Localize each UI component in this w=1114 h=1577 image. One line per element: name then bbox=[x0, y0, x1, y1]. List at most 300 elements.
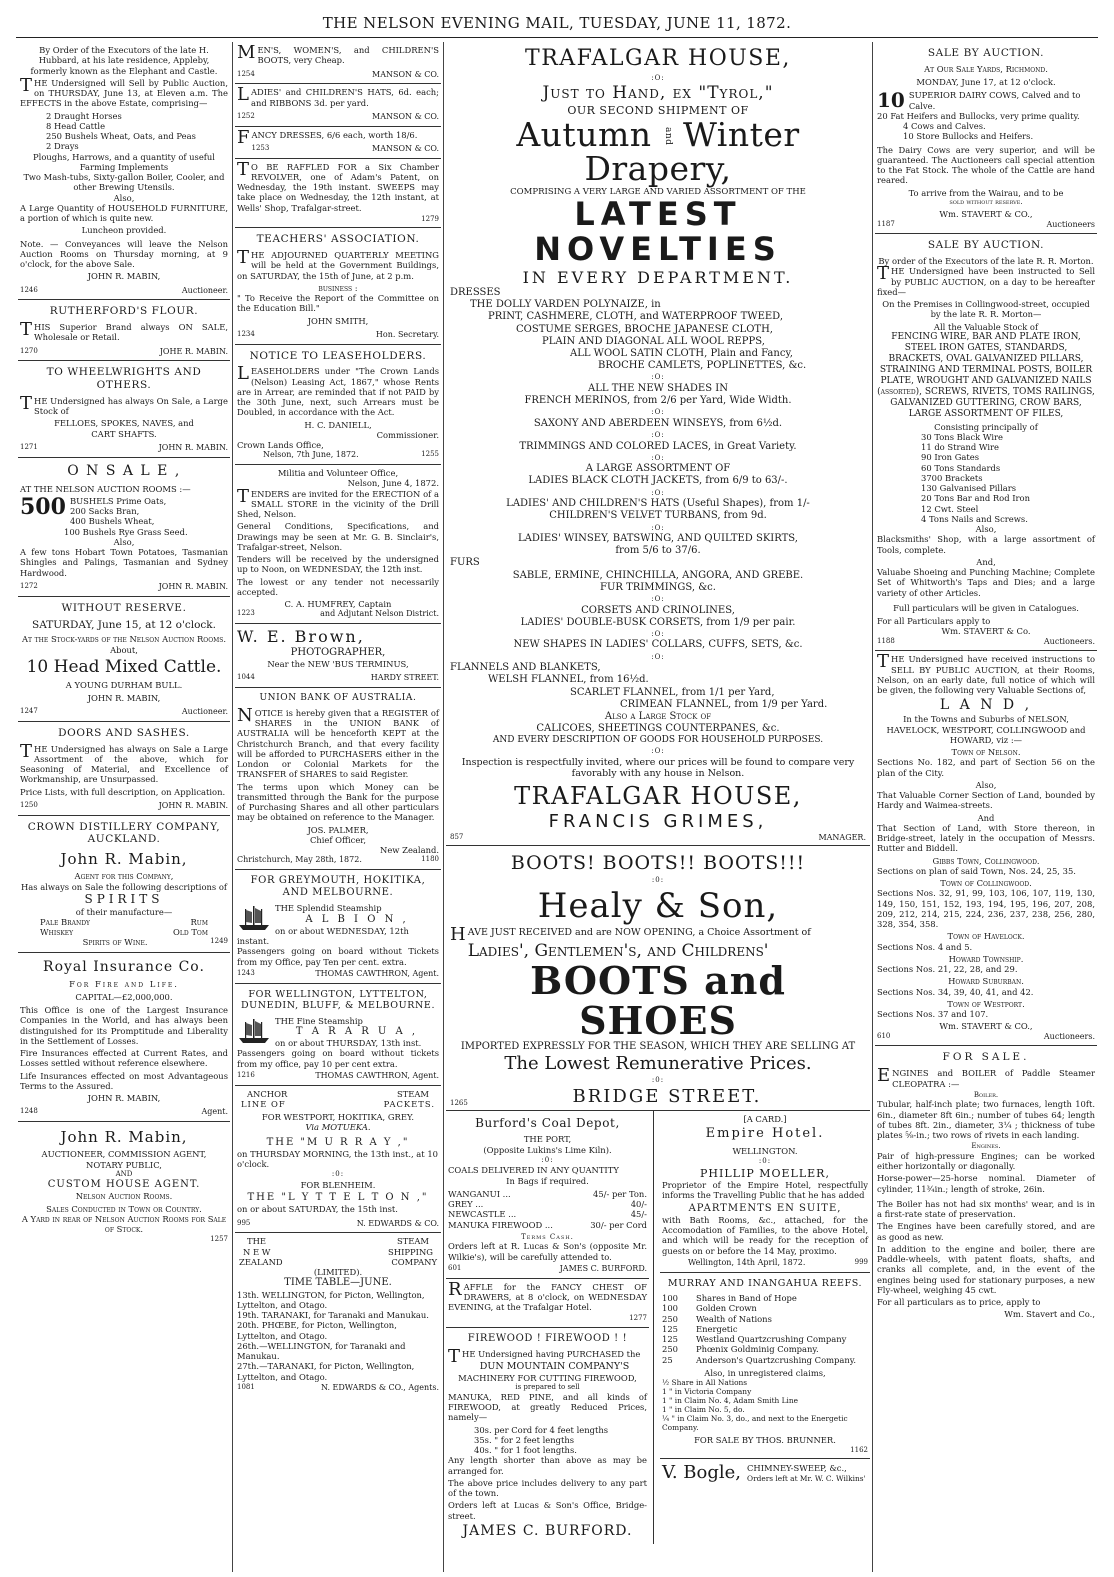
anchor-line-ad: ANCHOR STEAM LINE OF PACKETS. FOR WESTPORT, HOKITIKA, GREY. Via MOTUEKA. THE "M U R R A Y ," on THURSDAY MORNING, the 13th inst., at 10 o'clock. :0: FOR BLENHEIM. THE "L Y T T E L T O N ," on or about SATURDAY, the 15th inst. 995 N. EDWARDS & CO. bbox=[235, 1086, 441, 1234]
ad-date: MONDAY, June 17, at 12 o'clock. bbox=[916, 77, 1056, 88]
ad-boots-shoes: BOOTS and SHOES bbox=[530, 958, 786, 1044]
ad-sections: Sections Nos. 21, 22, 28, and 29. bbox=[877, 964, 1018, 975]
ad-heading: RUTHERFORD'S FLOUR. bbox=[49, 305, 199, 318]
ad-role: Agent. bbox=[201, 1107, 228, 1117]
ad-paragraph: Orders left at Lucas & Son's Office, Bridge-street. bbox=[448, 1500, 647, 1521]
ad-line: LADIES BLACK CLOTH JACKETS, from 6/9 to 63/-. bbox=[528, 475, 788, 487]
without-reserve-ad bbox=[18, 597, 230, 722]
ad-body: THE Undersigned have been instructed to Sell by PUBLIC AUCTION, on a day to be hereafter fixed— bbox=[877, 263, 1095, 297]
wheelwrights-ad bbox=[18, 361, 230, 457]
section-furs: FURS bbox=[450, 557, 480, 569]
ad-role: Auctioneer. bbox=[181, 707, 228, 717]
ad-paragraph: MANUKA, RED PINE, and all kinds of FIREWOOD, at greatly Reduced Prices, namely— bbox=[448, 1391, 647, 1423]
ad-number: 1216 bbox=[237, 1070, 255, 1079]
share-company: Golden Crown bbox=[696, 1303, 757, 1314]
ad-paragraph: The lowest or any tender not necessarily accepted. bbox=[237, 576, 439, 597]
ad-near: Near the NEW 'BUS TERMINUS, bbox=[267, 658, 409, 669]
doors-sashes-ad bbox=[18, 722, 230, 816]
ad-body: LADIES' and CHILDREN'S HATS, 6d. each; and RIBBONS 3d. per yard. bbox=[237, 84, 439, 108]
ship-name: THE "M U R R A Y ," bbox=[266, 1136, 410, 1148]
ad-item: 130 Galvanised Pillars bbox=[921, 483, 1017, 494]
section-flannels: FLANNELS AND BLANKETS, bbox=[450, 662, 601, 674]
ad-date: Nelson, June 4, 1872. bbox=[347, 478, 439, 489]
ad-item: 4 Cows and Calves. bbox=[903, 121, 986, 132]
ad-comprising: COMPRISING A VERY LARGE AND VARIED ASSORTMENT OF THE bbox=[510, 186, 806, 197]
ship-name: A L B I O N , bbox=[305, 913, 409, 925]
ad-number: 1081 bbox=[237, 1382, 255, 1391]
ad-line: (Opposite Lukins's Lime Kiln). bbox=[483, 1144, 612, 1155]
healy-son-ad: BOOTS! BOOTS!! BOOTS!!! :0: Healy & Son, HAVE JUST RECEIVED and are NOW OPENING, a Choice Assortment of Ladies', Gentlemen's, and Childrens' BOOTS and SHOES IMPORTED EXPRESSLY FOR THE SEASON, WHICH THEY ARE SELLING AT The Lowest Remunerative Prices. :0: 1265 BRIDGE STREET. bbox=[446, 846, 870, 1111]
ad-line: DUN MOUNTAIN COMPANY'S bbox=[479, 1361, 630, 1373]
ad-role: Auctioneers bbox=[1046, 219, 1095, 229]
ad-item: 10 Store Bullocks and Heifers. bbox=[903, 131, 1034, 142]
ad-when: on THURSDAY MORNING, the 13th inst., at 10 o'clock. bbox=[237, 1148, 438, 1170]
share-row bbox=[662, 1293, 868, 1303]
ad-paragraph: The Engines have been carefully stored, and are as good as new. bbox=[877, 1221, 1095, 1242]
manson-hats-ad bbox=[235, 84, 441, 126]
ad-city: WELLINGTON. bbox=[732, 1145, 798, 1156]
empire-hotel-ad: [A CARD.] Empire Hotel. WELLINGTON. :0: PHILLIP MOELLER, Proprietor of the Empire Hotel, respectfully informs the Travelling Public that he has added APARTMENTS EN SUITE, with Bath Rooms, &c., attached, for the Accomodation of Families, to the above Hotel, and which will be ready for the reception of guests on or before the 14 May, proximo. Wellington, 14th April, 1872. 999 bbox=[660, 1111, 870, 1273]
ad-heading: SALE BY AUCTION. bbox=[927, 47, 1045, 59]
ad-number: 995 bbox=[237, 1218, 251, 1227]
ad-number: 1257 bbox=[210, 1234, 228, 1243]
ad-heading: UNION BANK OF AUSTRALIA. bbox=[259, 692, 417, 703]
ad-signature: JOHN R. MABIN, bbox=[87, 1093, 161, 1104]
ad-section: Boiler. bbox=[973, 1090, 999, 1099]
price-row bbox=[448, 1209, 647, 1219]
ad-paragraph: Pair of high-pressure Engines; can be worked either horizontally or diagonally. bbox=[877, 1150, 1095, 1172]
price-row bbox=[448, 1199, 647, 1209]
coal-price: 45/- bbox=[630, 1209, 647, 1220]
ad-name: V. Bogle, bbox=[662, 1462, 742, 1484]
spirit-name: Rum bbox=[190, 916, 208, 927]
flour-ad bbox=[18, 300, 230, 361]
column-rule bbox=[232, 42, 233, 1572]
claim-row: 1 " in Victoria Company bbox=[662, 1387, 752, 1397]
ad-country: New Zealand. bbox=[380, 845, 439, 856]
ad-line: CHIMNEY-SWEEP, &c., bbox=[747, 1463, 847, 1474]
drawers-raffle-ad bbox=[446, 1279, 649, 1328]
ad-inspection: Inspection is respectfully invited, where our prices will be found to compare very favorably with any house in Nelson. bbox=[461, 756, 855, 780]
ad-role: Auctioneers. bbox=[1043, 1031, 1095, 1041]
ad-signature: JOHE R. MABIN. bbox=[159, 346, 228, 356]
divider: :O: bbox=[651, 629, 665, 638]
ad-also: Also, bbox=[975, 779, 997, 790]
ad-line: FRENCH MERINOS, from 2/6 per Yard, Wide Width. bbox=[524, 395, 792, 407]
ad-item: 12 Cwt. Steel bbox=[921, 503, 979, 514]
ad-paragraph: For all particulars as to price, apply to bbox=[877, 1297, 1041, 1308]
ad-line: THE DOLLY VARDEN POLYNAIZE, in bbox=[470, 299, 661, 311]
ad-location: At the Stock-yards of the Nelson Auction Rooms. bbox=[21, 634, 227, 645]
ad-also: Also, bbox=[975, 524, 997, 535]
ad-line: COALS DELIVERED IN ANY QUANTITY bbox=[448, 1165, 619, 1176]
engines-for-sale-ad bbox=[875, 1046, 1097, 1323]
spirit-name: Whiskey bbox=[40, 927, 74, 938]
timetable-row: 27th.—TARANAKI, for Picton, Wellington, Lyttelton, and Otago. bbox=[237, 1361, 415, 1382]
ad-sections: Sections No. 182, and part of Section 56 on the plan of the City. bbox=[877, 757, 1095, 778]
ad-number: 1255 bbox=[421, 450, 439, 459]
ad-number: 1188 bbox=[877, 636, 895, 645]
ad-item: 400 Bushels Wheat, bbox=[69, 516, 155, 527]
ad-number: 1271 bbox=[20, 442, 38, 451]
share-count: 100 bbox=[662, 1303, 678, 1314]
ad-limited: (LIMITED). bbox=[313, 1267, 363, 1278]
town-heading: Gibbs Town, Collingwood. bbox=[932, 855, 1040, 866]
ad-name: W. E. Brown, bbox=[237, 627, 365, 647]
price-row bbox=[448, 1220, 647, 1230]
ad-towns: In the Towns and Suburbs of NELSON, HAVELOCK, WESTPORT, COLLINGWOOD and HOWARD, viz :— bbox=[886, 714, 1086, 745]
ad-line: Sales Conducted in Town or Country. bbox=[46, 1203, 202, 1214]
ad-signature: THOMAS CAWTHRON, Agent. bbox=[315, 968, 439, 978]
ad-body: THE Undersigned has always on Sale a Large Assortment of the above, which for Seasoning of Material, and Excellence of Workmanship, are Unsurpassed. bbox=[20, 740, 228, 785]
ad-number: 1243 bbox=[237, 968, 255, 977]
ad-paragraph: The terms upon which Money can be transmitted through the Bank for the purpose of Purchasing Shares and all other particulars may be obtained on reference to the Manager. bbox=[237, 781, 439, 823]
ad-business: business : bbox=[318, 282, 358, 293]
ad-signature: C. A. HUMFREY, Captain bbox=[284, 599, 392, 610]
ad-line: PRINT, CASHMERE, CLOTH, and WATERPROOF TWEED, bbox=[488, 311, 784, 323]
ad-sections: Sections Nos. 32, 91, 99, 103, 106, 107, 119, 130, 149, 150, 151, 152, 193, 194, 195, 196, 207, 208, 209, 212, 214, 215, 224, 236, 237, 238, 256, 280, 328, 354, 358. bbox=[877, 888, 1095, 930]
richmond-auction-ad bbox=[875, 42, 1097, 234]
town-heading: Howard Township. bbox=[948, 953, 1024, 964]
share-row bbox=[662, 1303, 868, 1313]
ad-item: 2 Drays bbox=[46, 141, 79, 152]
ad-heading: FOR WELLINGTON, LYTTELTON, DUNEDIN, BLUFF, & MELBOURNE. bbox=[240, 988, 436, 1012]
ad-footer-title: TRAFALGAR HOUSE, bbox=[514, 781, 802, 810]
ad-line: ANCHOR bbox=[247, 1088, 288, 1099]
ad-land: L A N D , bbox=[939, 697, 1033, 714]
ad-item: CART SHAFTS. bbox=[91, 428, 157, 439]
ad-signature: JAMES C. BURFORD. bbox=[462, 1522, 633, 1539]
ad-line: LADIES' AND CHILDREN'S HATS (Useful Shapes), from 1/- bbox=[506, 498, 810, 510]
ad-role: Auctioneers. bbox=[1043, 636, 1095, 646]
price-row: 40s. " for 1 foot lengths. bbox=[474, 1445, 577, 1456]
ad-paragraph: Any length shorter than above as may be arranged for. bbox=[448, 1455, 647, 1476]
ad-paragraph: Tubular, half-inch plate; two furnaces, length 10ft. 6in., diameter 8ft 6in.; number of tubes 64; length of tubes 8ft. 2in., diameter, 3¼ ; thickness of tube plates ⅝-in.; two rows of rivets in each landing. bbox=[877, 1099, 1095, 1141]
column-4 bbox=[875, 42, 1097, 1572]
ad-number: 601 bbox=[448, 1263, 462, 1272]
ad-date: Christchurch, May 28th, 1872. bbox=[237, 855, 362, 865]
ad-heading: NOTICE TO LEASEHOLDERS. bbox=[249, 349, 427, 362]
ad-potatoes: A few tons Hobart Town Potatoes, Tasmanian Shingles and Palings, Tasmanian and Sydney Hardwood. bbox=[20, 547, 228, 578]
ad-signature: JOS. PALMER, bbox=[307, 824, 369, 835]
ad-also: Also, in unregistered claims, bbox=[704, 1367, 826, 1378]
ad-line: FUR TRIMMINGS, &c. bbox=[600, 581, 716, 593]
ad-prices: Price Lists, with full description, on Application. bbox=[20, 786, 226, 797]
ad-line: ALL WOOL SATIN CLOTH, Plain and Fancy, bbox=[570, 347, 793, 359]
share-company: Westland Quartzcrushing Company bbox=[696, 1334, 847, 1345]
share-company: Shares in Band of Hope bbox=[696, 1293, 797, 1304]
coal-name: NEWCASTLE ... bbox=[448, 1209, 517, 1220]
ad-all: All the Valuable Stock of bbox=[933, 321, 1039, 332]
town-heading: Town of Havelock. bbox=[947, 931, 1025, 942]
ad-sections: Sections Nos. 34, 39, 40, 41, and 42. bbox=[877, 986, 1034, 997]
ad-heading: DOORS AND SASHES. bbox=[58, 726, 190, 739]
column-rule bbox=[443, 42, 444, 1572]
ad-paragraph: Fire Insurances effected at Current Rates, and Losses settled without reference elsewhere. bbox=[20, 1048, 228, 1069]
ad-also: Also, bbox=[113, 192, 135, 203]
ad-role: and Adjutant Nelson District. bbox=[320, 609, 439, 619]
ad-orders: Orders left at R. Lucas & Son's (opposite Mr. Wilkie's), will be carefully attended to. bbox=[448, 1241, 647, 1262]
share-count: 125 bbox=[662, 1323, 678, 1334]
ad-item: SUPERIOR DAIRY COWS, Calved and to Calve. bbox=[908, 90, 1081, 111]
ad-heading: MURRAY AND INANGAHUA REEFS. bbox=[667, 1277, 863, 1289]
divider: :O: bbox=[651, 430, 665, 439]
ship-name: T A R A R U A , bbox=[295, 1026, 419, 1038]
on-sale-ad bbox=[18, 458, 230, 597]
ad-item: 90 Iron Gates bbox=[921, 452, 980, 463]
ad-item: 100 Bushels Rye Grass Seed. bbox=[64, 526, 188, 537]
morton-auction-ad bbox=[875, 234, 1097, 651]
ad-lowest: The Lowest Remunerative Prices. bbox=[504, 1053, 812, 1075]
ad-number: 1249 bbox=[210, 937, 228, 946]
ad-forall: For all Particulars apply to bbox=[877, 616, 991, 627]
ad-date: SATURDAY, June 15, at 12 o'clock. bbox=[32, 618, 216, 631]
manson-dresses-ad bbox=[235, 127, 441, 159]
quantity-500: 500 bbox=[20, 495, 66, 520]
ad-line: PACKETS. bbox=[383, 1098, 435, 1109]
ad-number: 1277 bbox=[629, 1314, 647, 1323]
ad-every-department: IN EVERY DEPARTMENT. bbox=[522, 267, 794, 287]
murray-reefs-ad bbox=[660, 1273, 870, 1460]
spirit-name: Pale Brandy bbox=[40, 916, 91, 927]
ad-line: A Yard in rear of Nelson Auction Rooms for Sale of Stock. bbox=[21, 1214, 227, 1235]
share-row bbox=[662, 1314, 868, 1324]
leaseholders-notice-ad bbox=[235, 345, 441, 466]
ad-about: About, bbox=[110, 644, 138, 655]
ad-note: The Dairy Cows are very superior, and will be guaranteed. The Auctioneers call special attention to the Fat Stock. The whole of the Cattle are hand reared. bbox=[877, 144, 1095, 186]
ship-name: THE "L Y T T E L T O N ," bbox=[247, 1192, 429, 1204]
share-count: 250 bbox=[662, 1313, 678, 1324]
ad-apartments: APARTMENTS EN SUITE, bbox=[688, 1202, 842, 1214]
ad-subheading: For Fire and Life. bbox=[69, 978, 179, 989]
ad-line: STEAM bbox=[396, 1236, 429, 1247]
column-rule bbox=[872, 42, 873, 1572]
ad-body: RAFFLE for the FANCY CHEST OF DRAWERS, at 8 o'clock, on WEDNESDAY EVENING, at the Trafalgar Hotel. bbox=[448, 1278, 647, 1313]
ad-sections: Sections Nos. 4 and 5. bbox=[877, 941, 973, 952]
ad-line: ALL THE NEW SHADES IN bbox=[588, 382, 728, 394]
ad-name: John R. Mabin, bbox=[60, 1128, 188, 1147]
ad-agent: Agent for this Company, bbox=[74, 871, 174, 882]
ad-line: A LARGE ASSORTMENT OF bbox=[585, 463, 731, 475]
ad-furniture: A Large Quantity of HOUSEHOLD FURNITURE, a portion of which is quite new. bbox=[20, 202, 228, 223]
ad-item: 60 Tons Standards bbox=[921, 462, 1001, 473]
ad-via: Via MOTUEKA. bbox=[305, 1122, 371, 1133]
price-row: 35s. " for 2 feet lengths bbox=[474, 1434, 575, 1445]
ad-card: [A CARD.] bbox=[743, 1113, 787, 1124]
ad-line: SAXONY AND ABERDEEN WINSEYS, from 6½d. bbox=[533, 417, 783, 429]
ad-number: 1254 bbox=[237, 69, 255, 78]
coal-price: 40/- bbox=[630, 1199, 647, 1210]
ad-heading: FIREWOOD ! FIREWOOD ! ! bbox=[467, 1332, 628, 1344]
ad-body: HAVE JUST RECEIVED and are NOW OPENING, a Choice Assortment of bbox=[450, 924, 811, 946]
ad-section: Engines. bbox=[971, 1142, 1001, 1151]
ad-heading: BOOTS! BOOTS!! BOOTS!!! bbox=[510, 851, 806, 874]
share-row bbox=[662, 1334, 868, 1344]
timetable-row: 19th. TARANAKI, for Taranaki and Manukau. bbox=[237, 1310, 429, 1321]
share-company: Phœnix Goldminig Company. bbox=[696, 1344, 819, 1355]
ad-subheading: AT THE NELSON AUCTION ROOMS :— bbox=[20, 483, 191, 494]
ad-line: Orders left at Mr. W. C. Wilkins' bbox=[747, 1473, 866, 1483]
ad-item: 20 Fat Heifers and Bullocks, very prime quality. bbox=[877, 110, 1080, 121]
ad-intro: By order of the Executors of the late R. R. Morton. bbox=[878, 256, 1094, 267]
ad-line: THE PORT, bbox=[523, 1134, 572, 1145]
ad-spirits: SPIRITS bbox=[84, 891, 164, 906]
ad-heading: TO WHEELWRIGHTS AND OTHERS. bbox=[46, 366, 202, 392]
ad-line: PLAIN AND DIAGONAL ALL WOOL REPPS, bbox=[542, 335, 765, 347]
ad-heading: SALE BY AUCTION. bbox=[927, 239, 1045, 252]
ad-line: WELSH FLANNEL, from 16½d. bbox=[488, 674, 649, 686]
ad-line: Also a Large Stock of bbox=[604, 710, 712, 722]
ad-arrive: To arrive from the Wairau, and to be bbox=[908, 187, 1064, 198]
ad-body: TO BE RAFFLED FOR a Six Chamber REVOLVER, one of Adam's Patent, on Wednesday, the 19th instant. SWEEPS may take place on Wednesday, the 12th instant, at Wells' Shop, Trafalgar-street. bbox=[237, 158, 439, 213]
ad-signature: Wm. STAVERT & Co. bbox=[941, 626, 1031, 637]
ad-when: on or about WEDNESDAY, 12th instant. bbox=[237, 925, 409, 947]
ad-number: 1265 bbox=[450, 1099, 468, 1108]
ad-heading: Empire Hotel. bbox=[705, 1126, 825, 1142]
ad-paragraph: Tenders will be received by the undersigned up to Noon, on WEDNESDAY, the 12th inst. bbox=[237, 554, 439, 575]
ad-sections: That Valuable Corner Section of Land, bounded by Hardy and Waimea-streets. bbox=[877, 790, 1095, 811]
ad-paragraph: Passengers going on board without tickets from my office, pay 10 per cent extra. bbox=[237, 1048, 439, 1069]
ad-line: SHIPPING bbox=[388, 1246, 433, 1257]
ad-proprietor: FRANCIS GRIMES, bbox=[548, 811, 768, 833]
quantity-10: 10 bbox=[877, 90, 905, 113]
ad-line: OUR SECOND SHIPMENT OF bbox=[567, 104, 749, 118]
teachers-association-ad bbox=[235, 228, 441, 344]
trafalgar-house-ad bbox=[446, 42, 870, 846]
column-1 bbox=[18, 42, 230, 1572]
ad-body: THE ADJOURNED QUARTERLY MEETING will be held at the Government Buildings, on SATURDAY, the 15th of June, at 2 p.m. bbox=[237, 247, 439, 281]
share-row bbox=[662, 1344, 868, 1354]
price-row: 30s. per Cord for 4 feet lengths bbox=[474, 1424, 609, 1435]
ad-terms: Terms Cash. bbox=[521, 1232, 574, 1241]
militia-tenders-ad bbox=[235, 465, 441, 624]
claim-row: ½ Share in All Nations bbox=[662, 1378, 748, 1388]
tararua-steamship-ad bbox=[235, 984, 441, 1086]
share-count: 100 bbox=[662, 1293, 678, 1304]
timetable-row: 26th.—WELLINGTON, for Taranaki and Manukau. bbox=[237, 1340, 406, 1362]
column-3 bbox=[446, 42, 870, 1572]
ad-line: In Bags if required. bbox=[506, 1175, 589, 1186]
ad-heading: FOR GREYMOUTH, HOKITIKA, AND MELBOURNE. bbox=[250, 875, 426, 899]
ad-note: Note. — Conveyances will leave the Nelson Auction Rooms on Thursday morning, at 9 o'clock, for the above Sale. bbox=[20, 238, 228, 269]
column-2 bbox=[235, 42, 441, 1572]
ad-luncheon: Luncheon provided. bbox=[81, 225, 167, 236]
ad-premises: On the Premises in Collingwood-street, occupied by the late R. R. Morton— bbox=[882, 299, 1090, 320]
ad-line: COMPANY bbox=[391, 1256, 437, 1267]
ad-manufacture: of their manufacture— bbox=[75, 906, 173, 917]
divider: :O: bbox=[651, 408, 665, 417]
ad-paragraph: This Office is one of the Largest Insurance Companies in the World, and has always been distinguished for its Promptitude and Liberality in the Settlement of Losses. bbox=[20, 1005, 228, 1046]
ad-body: THE Splendid Steamship bbox=[275, 903, 382, 914]
ad-number: 1223 bbox=[237, 609, 255, 618]
coal-name: WANGANUI ... bbox=[448, 1188, 511, 1199]
ad-latest-novelties: LATEST NOVELTIES bbox=[534, 195, 782, 269]
ad-signature: JAMES C. BURFORD. bbox=[559, 1263, 647, 1273]
albion-steamship-ad bbox=[235, 870, 441, 984]
ad-number: 1270 bbox=[20, 346, 38, 355]
town-heading: Town of Westport. bbox=[947, 998, 1025, 1009]
town-heading: Town of Collingwood. bbox=[940, 878, 1032, 889]
ad-signature: MANSON & CO. bbox=[372, 143, 439, 153]
ad-line: AND bbox=[115, 1169, 133, 1178]
ad-body: TENDERS are invited for the ERECTION of a SMALL STORE in the vicinity of the Drill Shed, Nelson. bbox=[237, 485, 439, 520]
ad-has: Has always on Sale the following descriptions of bbox=[20, 881, 228, 892]
ad-paragraph: General Conditions, Specifications, and Drawings may be seen at Mr. G. B. Sinclair's, Trafalgar-street, Nelson. bbox=[237, 521, 439, 552]
coal-name: MANUKA FIREWOOD ... bbox=[448, 1219, 553, 1230]
ad-item: 20 Tons Bar and Rod Iron bbox=[921, 493, 1030, 504]
claim-row: 1 " in Claim No. 5, do. bbox=[662, 1405, 745, 1415]
ad-item: 4 Tons Nails and Screws. bbox=[921, 513, 1028, 524]
ad-line: MACHINERY FOR CUTTING FIREWOOD, bbox=[458, 1373, 637, 1383]
steamship-icon bbox=[237, 903, 271, 933]
ad-winter: Winter Drapery, bbox=[584, 114, 800, 189]
ad-signature: JOHN SMITH, bbox=[307, 315, 369, 326]
ad-item: 30 Tons Black Wire bbox=[921, 431, 1004, 442]
union-bank-ad bbox=[235, 688, 441, 870]
ad-address: BRIDGE STREET. bbox=[572, 1085, 762, 1107]
divider: :O: bbox=[651, 523, 665, 532]
ad-signature: THOMAS CAWTHRON, Agent. bbox=[315, 1070, 439, 1080]
ad-signature: Wm. STAVERT & CO., bbox=[939, 1021, 1033, 1032]
price-row bbox=[448, 1189, 647, 1199]
ad-heading: Burford's Coal Depot, bbox=[475, 1115, 620, 1130]
ad-number: 1162 bbox=[850, 1445, 868, 1454]
ad-bull: A YOUNG DURHAM BULL. bbox=[65, 679, 183, 690]
ad-item: 3700 Brackets bbox=[921, 472, 983, 483]
crown-distillery-ad bbox=[18, 816, 230, 953]
ad-paragraph: with Bath Rooms, &c., attached, for the Accomodation of Families, to the above Hotel, and which will be ready for the reception of guests on or before the 14 May, proximo. bbox=[662, 1214, 868, 1256]
ad-number: 1252 bbox=[237, 111, 255, 120]
divider: :O: bbox=[651, 73, 665, 82]
ad-item: Two Mash-tubs, Sixty-gallon Boiler, Cooler, and other Brewing Utensils. bbox=[23, 172, 225, 193]
coal-name: GREY ... bbox=[448, 1199, 484, 1210]
claim-row: ¼ " in Claim No. 3, do., and next to the Energetic Company. bbox=[662, 1414, 848, 1433]
claim-row: 1 " in Claim No. 4, Adam Smith Line bbox=[662, 1396, 799, 1406]
ad-number: 1248 bbox=[20, 1107, 38, 1116]
ad-heading: TRAFALGAR HOUSE, bbox=[525, 46, 791, 71]
ad-heading: TEACHERS' ASSOCIATION. bbox=[256, 233, 420, 246]
ad-location: At Our Sale Yards, Richmond. bbox=[924, 63, 1048, 74]
chimney-sweep-ad bbox=[660, 1459, 870, 1488]
ad-heading: O N S A L E , bbox=[67, 462, 181, 479]
ad-line: BROCHE CAMLETS, POPLINETTES, &c. bbox=[598, 360, 807, 372]
share-company: Energetic bbox=[696, 1323, 738, 1334]
ad-line: CRIMEAN FLANNEL, from 1/9 per Yard. bbox=[620, 698, 828, 710]
photographer-ad bbox=[235, 624, 441, 688]
ad-address: HARDY STREET. bbox=[370, 673, 439, 683]
ad-role: Auctioneer. bbox=[181, 285, 228, 295]
divider: :O: bbox=[651, 594, 665, 603]
ad-for: FOR WESTPORT, HOKITIKA, GREY. bbox=[261, 1112, 415, 1123]
ad-line: LADIES' DOUBLE-BUSK CORSETS, from 1/9 per pair. bbox=[520, 616, 796, 628]
share-company: Wealth of Nations bbox=[696, 1313, 772, 1324]
ad-autumn: Autumn bbox=[516, 114, 652, 154]
hubbard-auction-ad bbox=[18, 42, 230, 300]
ad-number: 999 bbox=[854, 1257, 868, 1266]
ad-line: CORSETS AND CRINOLINES, bbox=[581, 604, 735, 616]
coal-price: 30/- per Cord bbox=[590, 1219, 647, 1230]
ad-paragraph: Passengers going on board without Tickets from my Office, pay Ten per cent. extra. bbox=[237, 946, 439, 967]
share-count: 250 bbox=[662, 1344, 678, 1355]
ad-when: on or about THURSDAY, 13th inst. bbox=[275, 1038, 422, 1049]
firewood-ad bbox=[446, 1328, 649, 1544]
ad-paragraph: The Boiler has not had six months' wear, and is in a first-rate state of preservation. bbox=[877, 1198, 1095, 1220]
ad-office: Militia and Volunteer Office, bbox=[277, 468, 399, 479]
ad-paragraph: Horse-power—25-horse nominal. Diameter of cylinder, 11¾in.; length of stroke, 26in. bbox=[877, 1173, 1095, 1194]
top-rule bbox=[16, 37, 1098, 38]
spirit-name: Spirits of Wine. bbox=[82, 937, 148, 948]
ad-number: 1187 bbox=[877, 219, 895, 228]
